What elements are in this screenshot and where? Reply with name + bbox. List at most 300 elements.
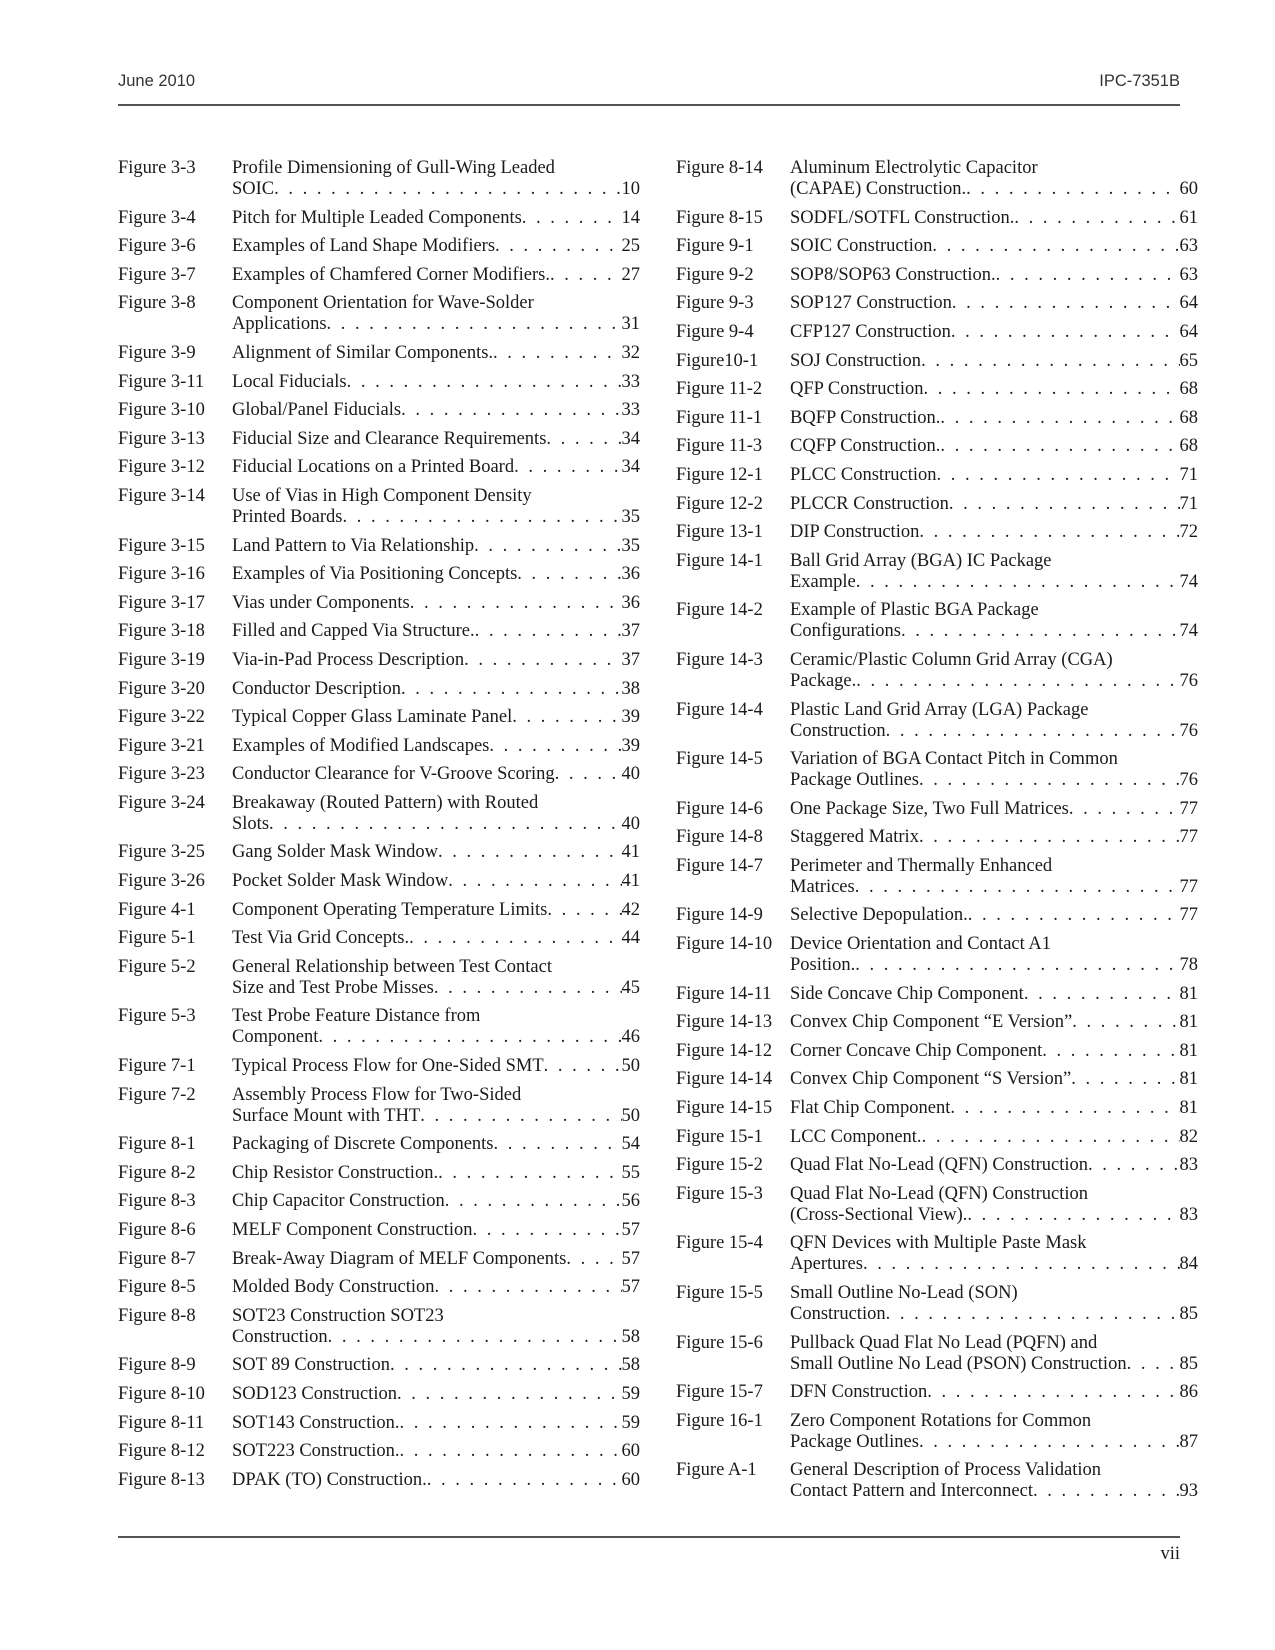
figure-label: Figure 14-4 bbox=[676, 699, 763, 720]
figure-title bbox=[232, 650, 640, 671]
figure-title-text: Break-Away Diagram of MELF Components bbox=[232, 1248, 567, 1269]
toc-entry bbox=[118, 764, 640, 785]
dot-leader bbox=[919, 827, 1180, 848]
toc-entry bbox=[676, 600, 1198, 642]
toc-entry bbox=[118, 1249, 640, 1270]
figure-label: Figure 15-7 bbox=[676, 1382, 763, 1403]
figure-title-leader-line bbox=[232, 314, 640, 335]
figure-title-leader-line bbox=[790, 621, 1198, 642]
figure-title-leader-line bbox=[790, 1432, 1198, 1453]
toc-entry bbox=[118, 486, 640, 528]
figure-label: Figure 4-1 bbox=[118, 899, 196, 920]
figure-label: Figure 9-2 bbox=[676, 264, 754, 285]
toc-entry bbox=[118, 1413, 640, 1434]
page-reference: 55 bbox=[621, 1162, 640, 1183]
figure-label: Figure 16-1 bbox=[676, 1410, 763, 1431]
figure-title bbox=[232, 564, 640, 585]
figure-title bbox=[232, 1134, 640, 1155]
dot-leader bbox=[1014, 208, 1179, 229]
figure-title bbox=[790, 1127, 1198, 1148]
figure-title-text: QFP Construction bbox=[790, 379, 924, 400]
figure-title bbox=[232, 764, 640, 785]
toc-entry bbox=[676, 351, 1198, 372]
page-reference: 71 bbox=[1179, 493, 1198, 514]
figure-title-leader-line bbox=[232, 1163, 640, 1184]
figure-title-leader-line bbox=[790, 465, 1198, 486]
figure-label: Figure 15-6 bbox=[676, 1332, 763, 1353]
figure-title-text: Convex Chip Component “E Version” bbox=[790, 1012, 1073, 1033]
figure-title bbox=[232, 236, 640, 257]
page-reference: 81 bbox=[1179, 1012, 1198, 1033]
figure-title-text: Slots bbox=[232, 813, 270, 834]
toc-entry bbox=[676, 1233, 1198, 1275]
toc-entry bbox=[676, 379, 1198, 400]
figure-title bbox=[790, 1233, 1198, 1275]
figure-title bbox=[232, 842, 640, 863]
dot-leader bbox=[420, 1106, 621, 1127]
figure-title bbox=[232, 957, 640, 999]
figure-title-leader-line bbox=[232, 236, 640, 257]
toc-entry bbox=[676, 522, 1198, 543]
figure-title bbox=[790, 856, 1198, 898]
figure-title-text: MELF Component Construction bbox=[232, 1220, 473, 1240]
figure-title-leader-line bbox=[790, 322, 1198, 343]
figure-title bbox=[790, 1041, 1198, 1062]
page-reference: 76 bbox=[1179, 670, 1198, 691]
dot-leader bbox=[438, 842, 622, 863]
figure-title-line: General Description of Process Validation bbox=[790, 1460, 1101, 1481]
toc-entry bbox=[676, 293, 1198, 314]
figure-title-leader-line bbox=[232, 1441, 640, 1462]
figure-title-leader-line bbox=[790, 436, 1198, 457]
figure-label: Figure 5-3 bbox=[118, 1006, 196, 1027]
page-reference: 83 bbox=[1179, 1204, 1198, 1225]
figure-title-text: Filled and Capped Via Structure. bbox=[232, 621, 475, 642]
figure-label: Figure 8-5 bbox=[118, 1277, 196, 1298]
figure-title-text: Construction bbox=[790, 720, 886, 741]
figure-title-leader-line bbox=[790, 351, 1198, 372]
figure-title-text: Conductor Description bbox=[232, 678, 402, 699]
page-reference: 57 bbox=[621, 1248, 640, 1269]
figure-label: Figure 14-3 bbox=[676, 649, 763, 670]
dot-leader bbox=[940, 408, 1179, 429]
figure-label: Figure 8-14 bbox=[676, 158, 763, 178]
figure-title bbox=[232, 265, 640, 286]
page-reference: 77 bbox=[1179, 876, 1198, 897]
figure-title-text: SOT143 Construction. bbox=[232, 1412, 400, 1433]
page-reference: 37 bbox=[621, 649, 640, 670]
toc-entry bbox=[118, 1220, 640, 1241]
figure-label: Figure 3-24 bbox=[118, 792, 205, 813]
page-reference: 85 bbox=[1179, 1304, 1198, 1324]
page-reference: 50 bbox=[621, 1105, 640, 1126]
figure-title bbox=[790, 208, 1198, 229]
page-reference: 77 bbox=[1179, 798, 1198, 819]
page-reference: 74 bbox=[1179, 571, 1198, 592]
figure-label: Figure 14-13 bbox=[676, 1012, 773, 1033]
figure-title bbox=[790, 351, 1198, 372]
figure-title-leader-line bbox=[790, 408, 1198, 429]
toc-entry bbox=[118, 957, 640, 999]
toc-entry bbox=[676, 1041, 1198, 1062]
dot-leader bbox=[921, 351, 1179, 372]
toc-entry bbox=[118, 679, 640, 700]
toc-entry bbox=[118, 1085, 640, 1127]
toc-entry bbox=[676, 934, 1198, 976]
figure-title-leader-line bbox=[232, 736, 640, 757]
dot-leader bbox=[952, 293, 1180, 314]
figure-label: Figure 5-1 bbox=[118, 928, 196, 949]
toc-entry bbox=[676, 1069, 1198, 1090]
figure-title bbox=[232, 1056, 640, 1077]
figure-title-leader-line bbox=[232, 265, 640, 286]
page-reference: 68 bbox=[1179, 379, 1198, 400]
figure-label: Figure 12-1 bbox=[676, 464, 763, 485]
figure-title-text: Surface Mount with THT bbox=[232, 1105, 421, 1126]
page-reference: 31 bbox=[621, 314, 640, 335]
figure-label: Figure 3-8 bbox=[118, 293, 196, 314]
figure-title-text: SOP127 Construction bbox=[790, 293, 952, 314]
dot-leader bbox=[400, 1441, 622, 1462]
toc-entry bbox=[118, 208, 640, 229]
toc-entry bbox=[676, 1333, 1198, 1375]
figure-title-line: Variation of BGA Contact Pitch in Common bbox=[790, 749, 1118, 770]
dot-leader bbox=[495, 236, 621, 257]
figure-title-text: SODFL/SOTFL Construction. bbox=[790, 207, 1015, 228]
toc-entry bbox=[676, 650, 1198, 692]
figure-label: Figure A-1 bbox=[676, 1460, 757, 1481]
figure-title bbox=[790, 158, 1198, 200]
figure-title-leader-line bbox=[790, 1041, 1198, 1062]
dot-leader bbox=[401, 400, 621, 421]
dot-leader bbox=[397, 1384, 622, 1405]
page-reference: 63 bbox=[1179, 264, 1198, 285]
figure-title-text: PLCCR Construction bbox=[790, 493, 949, 514]
figure-title bbox=[790, 522, 1198, 543]
dot-leader bbox=[855, 877, 1180, 898]
page-reference: 87 bbox=[1179, 1431, 1198, 1452]
figure-title-text: BQFP Construction. bbox=[790, 407, 941, 428]
figure-title-text: Examples of Via Positioning Concepts bbox=[232, 564, 518, 585]
toc-entry bbox=[118, 1056, 640, 1077]
figure-title-text: Package. bbox=[790, 670, 857, 691]
dot-leader bbox=[1024, 984, 1180, 1005]
toc-entry bbox=[676, 1283, 1198, 1325]
figure-label: Figure 3-17 bbox=[118, 592, 205, 613]
dot-leader bbox=[863, 1254, 1180, 1275]
toc-entry bbox=[118, 1384, 640, 1405]
dot-leader bbox=[996, 265, 1180, 286]
dot-leader bbox=[493, 343, 621, 364]
figure-title-text: Typical Process Flow for One-Sided SMT bbox=[232, 1056, 544, 1077]
figure-label: Figure 7-1 bbox=[118, 1056, 196, 1077]
figure-title-leader-line bbox=[232, 536, 640, 557]
figure-title-text: PLCC Construction bbox=[790, 464, 937, 485]
figure-title bbox=[232, 158, 640, 200]
toc-entry bbox=[118, 621, 640, 642]
figure-title-text: Packaging of Discrete Components bbox=[232, 1134, 494, 1155]
dot-leader bbox=[327, 314, 622, 335]
figure-title-leader-line bbox=[232, 764, 640, 785]
figure-title-text: Flat Chip Component bbox=[790, 1098, 951, 1119]
toc-entry bbox=[676, 236, 1198, 257]
figure-title-leader-line bbox=[790, 984, 1198, 1005]
figure-title bbox=[790, 1382, 1198, 1403]
figure-title-leader-line bbox=[790, 265, 1198, 286]
dot-leader bbox=[434, 978, 622, 999]
figure-title-leader-line bbox=[232, 1191, 640, 1212]
figure-label: Figure10-1 bbox=[676, 350, 759, 371]
toc-entry bbox=[676, 905, 1198, 926]
page-reference: 81 bbox=[1179, 1098, 1198, 1119]
figure-title bbox=[790, 494, 1198, 515]
figure-title bbox=[232, 1220, 640, 1241]
page-reference: 50 bbox=[621, 1056, 640, 1077]
figure-title bbox=[790, 1012, 1198, 1033]
page-reference: 74 bbox=[1179, 621, 1198, 642]
figure-title-leader-line bbox=[790, 905, 1198, 926]
dot-leader bbox=[1088, 1155, 1179, 1176]
figure-title-text: Component Operating Temperature Limits bbox=[232, 899, 548, 920]
figure-title bbox=[232, 536, 640, 557]
page-reference: 76 bbox=[1179, 720, 1198, 741]
figure-title-text: SOD123 Construction bbox=[232, 1383, 397, 1404]
figure-title-line: Example of Plastic BGA Package bbox=[790, 600, 1039, 621]
toc-entry bbox=[676, 856, 1198, 898]
figure-title-leader-line bbox=[232, 208, 640, 229]
toc-entry bbox=[118, 293, 640, 335]
figure-title-line: Component Orientation for Wave-Solder bbox=[232, 293, 534, 314]
figure-title-line: Zero Component Rotations for Common bbox=[790, 1410, 1092, 1431]
figure-title bbox=[790, 436, 1198, 457]
page-footer bbox=[118, 1536, 1180, 1564]
figure-label: Figure 8-15 bbox=[676, 207, 763, 228]
figure-title-leader-line bbox=[790, 770, 1198, 791]
figure-title bbox=[232, 429, 640, 450]
figure-title bbox=[790, 700, 1198, 742]
figure-title-line: Ball Grid Array (BGA) IC Package bbox=[790, 550, 1052, 571]
dot-leader bbox=[856, 572, 1180, 593]
figure-label: Figure 3-9 bbox=[118, 342, 196, 363]
figure-label: Figure 12-2 bbox=[676, 493, 763, 514]
toc-entry bbox=[676, 208, 1198, 229]
figure-title-text: Conductor Clearance for V-Groove Scoring bbox=[232, 764, 555, 785]
figure-label: Figure 3-19 bbox=[118, 649, 205, 670]
figure-label: Figure 8-3 bbox=[118, 1191, 196, 1212]
figure-title-text: Example bbox=[790, 571, 856, 592]
dot-leader bbox=[546, 429, 621, 450]
figure-label: Figure 3-13 bbox=[118, 428, 205, 449]
figure-title bbox=[232, 1163, 640, 1184]
figure-label: Figure 11-2 bbox=[676, 379, 763, 400]
page-reference: 76 bbox=[1179, 770, 1198, 791]
page-reference: 68 bbox=[1179, 436, 1198, 457]
page-reference: 41 bbox=[621, 871, 640, 892]
figure-label: Figure 15-5 bbox=[676, 1283, 763, 1303]
toc-entry bbox=[676, 1411, 1198, 1453]
figure-label: Figure 14-5 bbox=[676, 749, 763, 770]
figure-title-leader-line bbox=[232, 1056, 640, 1077]
page-reference: 34 bbox=[621, 457, 640, 478]
figure-title-text: CFP127 Construction bbox=[790, 321, 951, 342]
figure-label: Figure 15-3 bbox=[676, 1183, 763, 1204]
dot-leader bbox=[1072, 1012, 1179, 1033]
dot-leader bbox=[940, 436, 1179, 457]
toc-column-right bbox=[676, 158, 1198, 1510]
toc-entry bbox=[118, 429, 640, 450]
figure-title-text: DIP Construction bbox=[790, 522, 920, 543]
figure-title bbox=[790, 408, 1198, 429]
dot-leader bbox=[1069, 799, 1180, 820]
toc-entry bbox=[676, 1184, 1198, 1226]
toc-entry bbox=[118, 1441, 640, 1462]
figure-title-text: SOT 89 Construction bbox=[232, 1355, 390, 1376]
figure-title-text: Pocket Solder Mask Window bbox=[232, 871, 449, 892]
toc-entry bbox=[118, 928, 640, 949]
figure-title-text: Gang Solder Mask Window bbox=[232, 842, 438, 863]
figure-title bbox=[790, 650, 1198, 692]
dot-leader bbox=[919, 770, 1180, 791]
figure-title-leader-line bbox=[790, 955, 1198, 976]
dot-leader bbox=[438, 1163, 621, 1184]
figure-title-leader-line bbox=[232, 179, 640, 200]
page-reference: 54 bbox=[621, 1134, 640, 1155]
dot-leader bbox=[950, 1098, 1179, 1119]
dot-leader bbox=[401, 679, 621, 700]
figure-label: Figure 9-4 bbox=[676, 321, 754, 342]
figure-label: Figure 9-3 bbox=[676, 293, 754, 314]
dot-leader bbox=[274, 179, 621, 200]
figure-label: Figure 15-1 bbox=[676, 1126, 763, 1147]
page-number: vii bbox=[1160, 1544, 1180, 1564]
figure-title-text: Quad Flat No-Lead (QFN) Construction bbox=[790, 1155, 1089, 1176]
figure-title-leader-line bbox=[232, 842, 640, 863]
figure-title-line: Test Probe Feature Distance from bbox=[232, 1006, 481, 1027]
figure-title-line: Perimeter and Thermally Enhanced bbox=[790, 855, 1053, 876]
toc-entry bbox=[118, 400, 640, 421]
figure-title bbox=[790, 1411, 1198, 1453]
figure-label: Figure 3-20 bbox=[118, 678, 205, 699]
page-reference: 57 bbox=[621, 1220, 640, 1240]
figure-title-line: Device Orientation and Contact A1 bbox=[790, 934, 1051, 955]
dot-leader bbox=[901, 621, 1180, 642]
toc-entry bbox=[676, 1127, 1198, 1148]
figure-title-leader-line bbox=[790, 1254, 1198, 1275]
toc-entry bbox=[118, 236, 640, 257]
figure-title-text: Package Outlines bbox=[790, 1431, 919, 1452]
figure-label: Figure 3-26 bbox=[118, 871, 205, 892]
figure-title-line: Ceramic/Plastic Column Grid Array (CGA) bbox=[790, 649, 1113, 670]
toc-entry bbox=[676, 1382, 1198, 1403]
figure-title bbox=[232, 1085, 640, 1127]
dot-leader bbox=[514, 457, 621, 478]
figure-label: Figure 8-11 bbox=[118, 1412, 205, 1433]
page-reference: 65 bbox=[1179, 350, 1198, 371]
toc-entry bbox=[676, 465, 1198, 486]
page-reference: 60 bbox=[621, 1469, 640, 1490]
dot-leader bbox=[328, 1327, 622, 1348]
page-reference: 14 bbox=[621, 207, 640, 228]
figure-label: Figure 14-10 bbox=[676, 934, 773, 955]
figure-title bbox=[790, 551, 1198, 593]
toc-entry bbox=[118, 158, 640, 200]
figure-title-leader-line bbox=[790, 1304, 1198, 1325]
page-reference: 36 bbox=[621, 592, 640, 613]
page-reference: 27 bbox=[621, 264, 640, 285]
toc-entry bbox=[676, 827, 1198, 848]
page-reference: 83 bbox=[1179, 1155, 1198, 1176]
figure-title-text: Apertures bbox=[790, 1254, 863, 1275]
toc-entry bbox=[118, 593, 640, 614]
figure-label: Figure 14-12 bbox=[676, 1040, 773, 1061]
toc-entry bbox=[676, 799, 1198, 820]
figure-label: Figure 15-4 bbox=[676, 1233, 763, 1254]
figure-title bbox=[232, 1006, 640, 1048]
dot-leader bbox=[967, 1205, 1179, 1226]
figure-label: Figure 14-15 bbox=[676, 1098, 773, 1119]
toc-entry bbox=[118, 457, 640, 478]
toc-entry bbox=[676, 749, 1198, 791]
figure-title-leader-line bbox=[232, 707, 640, 728]
dot-leader bbox=[512, 707, 621, 728]
figure-label: Figure 14-7 bbox=[676, 855, 763, 876]
toc-entry bbox=[118, 707, 640, 728]
figure-label: Figure 14-8 bbox=[676, 827, 763, 848]
toc-entry bbox=[118, 1134, 640, 1155]
page-reference: 32 bbox=[621, 342, 640, 363]
figure-title-text: Fiducial Size and Clearance Requirements bbox=[232, 428, 547, 449]
page-reference: 86 bbox=[1179, 1382, 1198, 1403]
page-reference: 82 bbox=[1179, 1126, 1198, 1147]
figure-label: Figure 8-9 bbox=[118, 1355, 196, 1376]
figure-title-leader-line bbox=[232, 1327, 640, 1348]
figure-title bbox=[790, 600, 1198, 642]
figure-label: Figure 3-12 bbox=[118, 457, 205, 478]
figure-title-text: Chip Resistor Construction. bbox=[232, 1162, 439, 1183]
figure-title-leader-line bbox=[790, 1012, 1198, 1033]
figure-title bbox=[790, 236, 1198, 257]
page-reference: 56 bbox=[621, 1191, 640, 1212]
figure-title-line: Assembly Process Flow for Two-Sided bbox=[232, 1084, 522, 1105]
figure-label: Figure 8-8 bbox=[118, 1305, 196, 1326]
page-reference: 58 bbox=[621, 1355, 640, 1376]
figure-title bbox=[790, 1069, 1198, 1090]
figure-title-text: Package Outlines bbox=[790, 770, 919, 791]
toc-entry bbox=[676, 1098, 1198, 1119]
figure-title bbox=[790, 1098, 1198, 1119]
figure-label: Figure 3-3 bbox=[118, 158, 196, 178]
dot-leader bbox=[555, 764, 622, 785]
figure-title-text: Construction bbox=[790, 1304, 886, 1324]
figure-title bbox=[232, 486, 640, 528]
figure-title-leader-line bbox=[232, 928, 640, 949]
toc-entry bbox=[676, 322, 1198, 343]
figure-label: Figure 3-11 bbox=[118, 371, 205, 392]
figure-title bbox=[790, 934, 1198, 976]
figure-title-leader-line bbox=[232, 457, 640, 478]
figure-title bbox=[232, 707, 640, 728]
toc-entry bbox=[118, 871, 640, 892]
figure-title bbox=[790, 799, 1198, 820]
toc-entry bbox=[118, 1006, 640, 1048]
toc-entry bbox=[118, 1191, 640, 1212]
toc-entry bbox=[118, 1355, 640, 1376]
figure-title-text: Molded Body Construction bbox=[232, 1277, 435, 1298]
figure-title-text: Examples of Chamfered Corner Modifiers. bbox=[232, 264, 551, 285]
page-reference: 40 bbox=[621, 764, 640, 785]
page-reference: 77 bbox=[1179, 827, 1198, 848]
figure-title-leader-line bbox=[232, 1355, 640, 1376]
